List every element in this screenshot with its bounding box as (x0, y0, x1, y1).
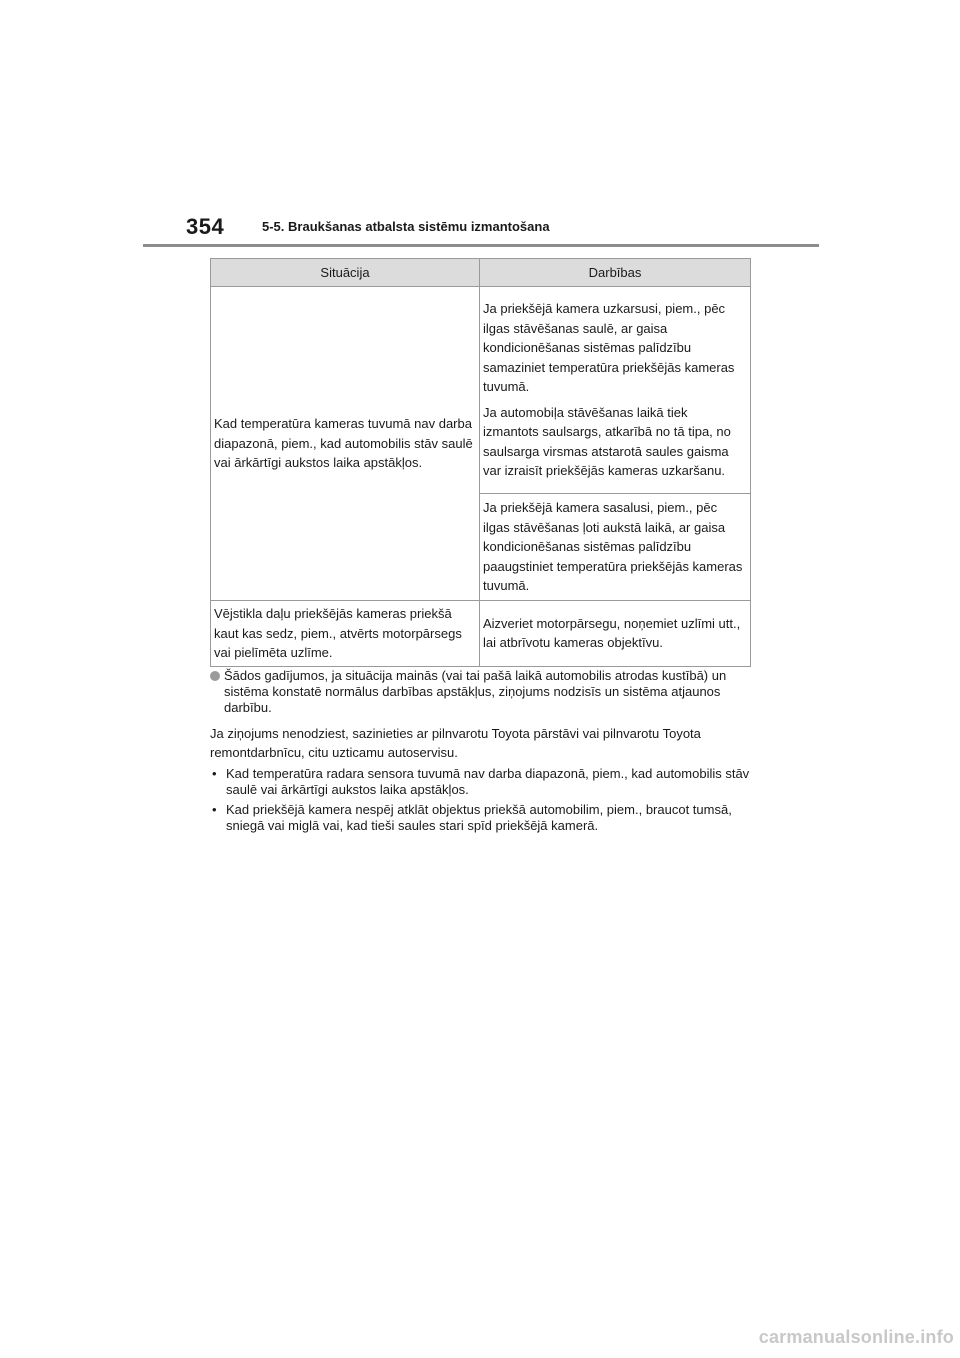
situation-cell-temperature (211, 287, 480, 601)
action-text: Aizveriet motorpārsegu, noņemiet uzlīmi utt., lai atbrīvotu kameras objektīvu. (483, 615, 741, 651)
situation-cell-obstruction (211, 601, 480, 667)
column-header-situation: Situācija (211, 259, 480, 287)
header-rule (143, 244, 819, 247)
action-text: Ja priekšējā kamera sasalusi, piem., pēc ilgas stāvēšanas ļoti aukstā laikā, ar gaisa kondicionēšanas sistēmas palīdzību paaugstiniet temperatūra priekšējās kameras tuvumā. (483, 500, 743, 594)
list-item-text: Kad temperatūra radara sensora tuvumā nav darba diapazonā, piem., kad automobilis stāv saulē vai ārkārtīgi aukstos laika apstākļos. (226, 766, 750, 797)
bullet-paragraph-text: Šādos gadījumos, ja situācija mainās (vai tai pašā laikā automobilis atrodas kustībā) un sistēma konstatē normālus darbības apstākļus, ziņojums nodzisīs un sistēma atjaunos darbību. (224, 668, 727, 715)
body-text (210, 668, 755, 838)
action-cell-obstruction (480, 601, 751, 667)
table-header-row (211, 259, 751, 287)
action-cell-frozen (480, 494, 751, 601)
watermark: carmanualsonline.info (758, 1327, 954, 1347)
list-item (210, 766, 755, 798)
table-row (211, 287, 751, 494)
situation-table (210, 258, 751, 667)
situation-text: Vējstikla daļu priekšējās kameras priekšā kaut kas sedz, piem., atvērts motorpārsegs vai pielīmēta uzlīme. (214, 606, 462, 660)
page-number: 354 (186, 214, 225, 239)
bullet-icon: • (212, 766, 217, 781)
situation-text: Kad temperatūra kameras tuvumā nav darba diapazonā, piem., kad automobilis stāv saulē vai ārkārtīgi aukstos laika apstākļos. (214, 416, 473, 471)
list-item-text: Kad priekšējā kamera nespēj atklāt objektus priekšā automobilim, piem., braucot tumsā, sniegā vai miglā vai, kad tieši saules stari spīd priekšējā kamerā. (226, 802, 732, 833)
action-text: Ja priekšējā kamera uzkarsusi, piem., pēc ilgas stāvēšanas saulē, ar gaisa kondicionēšanas sistēmas palīdzību samaziniet temperatūra priekšējās kameras tuvumā. (483, 301, 735, 395)
contact-paragraph: Ja ziņojums nenodziest, sazinieties ar pilnvarotu Toyota pārstāvi vai pilnvarotu Toyota remontdarbnīcu, citu uzticamu autoservisu. (210, 726, 701, 760)
circle-bullet-icon (210, 671, 220, 681)
action-cell-overheated (480, 287, 751, 494)
bullet-paragraph (210, 668, 755, 716)
action-text: Ja automobiļa stāvēšanas laikā tiek izmantots saulsargs, atkarībā no tā tipa, no saulsarga virsmas atstarotā saules gaisma var izraisīt priekšējās kameras uzkaršanu. (483, 404, 731, 479)
bullet-icon: • (212, 802, 217, 817)
section-title: 5-5. Braukšanas atbalsta sistēmu izmantošana (262, 219, 550, 234)
table-row (211, 601, 751, 667)
column-header-actions: Darbības (480, 259, 751, 287)
list-item (210, 802, 755, 834)
conditions-list (210, 766, 755, 834)
page-header (0, 0, 960, 250)
